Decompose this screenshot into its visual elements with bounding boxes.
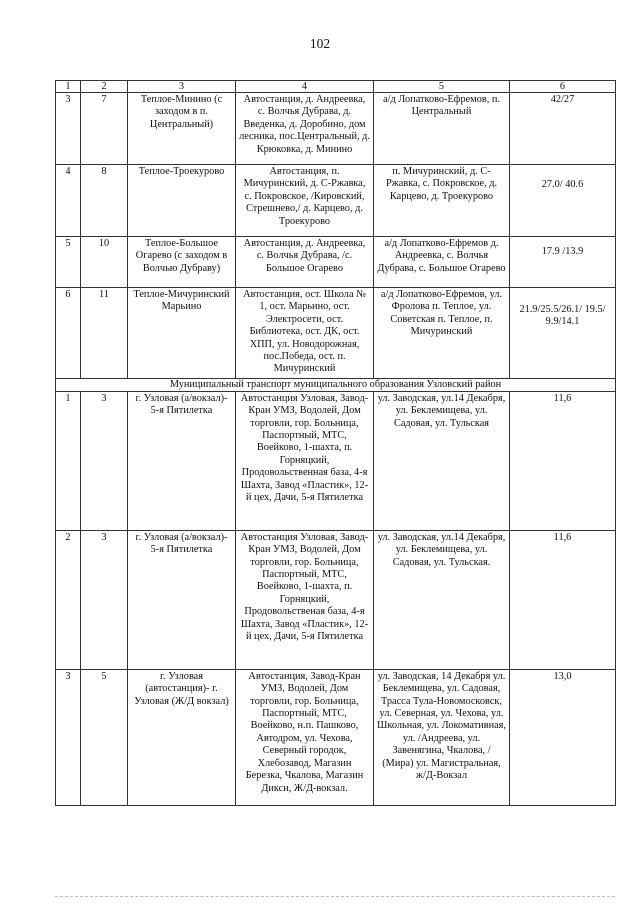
row-number: 5 — [56, 237, 81, 288]
header-cell: 1 — [56, 81, 81, 93]
route-name: Теплое-Мичуринский Марьино — [128, 288, 236, 379]
route-number: 5 — [81, 669, 128, 805]
page-number: 102 — [309, 36, 331, 51]
route-stops: Автостанция, п. Мичуринский, д. С-Ржавка, с. Покровское, /Кировский, Стрешнево,/ д. Карцево, д. Троекурово — [236, 165, 374, 237]
header-cell: 2 — [81, 81, 128, 93]
header-cell: 6 — [510, 81, 616, 93]
route-streets: п. Мичуринский, д. С-Ржавка, с. Покровское, д. Карцево, д. Троекурово — [374, 165, 510, 237]
row-number: 3 — [56, 93, 81, 165]
route-length: 42/27 — [510, 93, 616, 165]
route-number: 8 — [81, 165, 128, 237]
table-header-row — [56, 81, 616, 93]
route-stops: Автостанция Узловая, Завод-Кран УМЗ, Водолей, Дом торговли, гор. Больница, Паспортный, МТС, Воейково, 1-шахта, п. Горняцкий, Продовольственная база, 4-я Шахта, Завод «Пластик», 12-й цех, Дачи, 5-я Пятилетка — [236, 391, 374, 530]
route-streets: ул. Заводская, ул.14 Декабря, ул. Беклемищева, ул. Садовая, ул. Тульская — [374, 391, 510, 530]
route-streets: ул. Заводская, ул.14 Декабря, ул. Беклемищева, ул. Садовая, ул. Тульская. — [374, 530, 510, 669]
route-streets: а/д Лопатково-Ефремов, п. Центральный — [374, 93, 510, 165]
route-streets: а/д Лопатково-Ефремов д. Андреевка, с. Волчья Дубрава, с. Большое Огарево — [374, 237, 510, 288]
route-stops: Автостанция, д. Андреевка, с. Волчья Дубрава, /с. Большое Огарево — [236, 237, 374, 288]
route-name: г. Узловая (а/вокзал)- 5-я Пятилетка — [128, 391, 236, 530]
routes-table — [55, 80, 616, 806]
table-row — [56, 530, 616, 669]
table-row — [56, 165, 616, 237]
section-title: Муниципальный транспорт муниципального образования Узловский район — [56, 378, 616, 391]
route-streets: ул. Заводская, 14 Декабря ул. Беклемищева, ул. Садовая, Трасса Тула-Новомосковск, ул. Северная, ул. Чехова, ул. Школьная, ул. Локомативная, ул. /Андреева, ул. Завенягина, Чкалова, / (Мира) ул. Магистральная, ж/Д-Вокзал — [374, 669, 510, 805]
table-row — [56, 669, 616, 805]
route-length: 27.0/ 40.6 — [510, 165, 616, 237]
table-row — [56, 237, 616, 288]
route-stops: Автостанция, д. Андреевка, с. Волчья Дубрава, д. Введенка, д. Доробино, дом лесника, пос.Центральный, д. Крюковка, д. Минино — [236, 93, 374, 165]
route-length: 11,6 — [510, 530, 616, 669]
route-name: Теплое-Минино (с заходом в п. Центральный) — [128, 93, 236, 165]
header-cell: 5 — [374, 81, 510, 93]
table-row — [56, 93, 616, 165]
header-cell: 3 — [128, 81, 236, 93]
table-row — [56, 391, 616, 530]
route-name: Теплое-Большое Огарево (с заходом в Волчью Дубраву) — [128, 237, 236, 288]
route-stops: Автостанция, ост. Школа № 1, ост. Марьино, ост. Электросети, ост. Библиотека, ост. ДК, ост. ХПП, ул. Новодорожная, пос.Победа, ост. п. Мичуринский — [236, 288, 374, 379]
route-streets: а/д Лопатково-Ефремов, ул. Фролова п. Теплое, ул. Советская п. Теплое, п. Мичуринский — [374, 288, 510, 379]
route-length: 11,6 — [510, 391, 616, 530]
route-name: г. Узловая (а/вокзал)- 5-я Пятилетка — [128, 530, 236, 669]
route-number: 11 — [81, 288, 128, 379]
route-name: Теплое-Троекурово — [128, 165, 236, 237]
route-name: г. Узловая (автостанция)- г. Узловая (Ж/Д вокзал) — [128, 669, 236, 805]
row-number: 1 — [56, 391, 81, 530]
row-number: 2 — [56, 530, 81, 669]
row-number: 6 — [56, 288, 81, 379]
route-length: 13,0 — [510, 669, 616, 805]
route-number: 7 — [81, 93, 128, 165]
header-cell: 4 — [236, 81, 374, 93]
route-number: 3 — [81, 391, 128, 530]
row-number: 3 — [56, 669, 81, 805]
route-number: 3 — [81, 530, 128, 669]
route-stops: Автостанция, Завод-Кран УМЗ, Водолей, Дом торговли, гор. Больница, Паспортный, МТС, Воейково, н.п. Пашково, Автодром, ул. Чехова, Северный городок, Хлебозавод, Магазин Березка, Чкалова, Магазин Дикси, Ж/Д-вокзал. — [236, 669, 374, 805]
route-length: 21.9/25.5/26.1/ 19.5/ 9.9/14.1 — [510, 288, 616, 379]
route-stops: Автостанция Узловая, Завод-Кран УМЗ, Водолей, Дом торговли, гор. Больница, Паспортный, МТС, Воейково, 1-шахта, п. Горняцкий, Продовольственая база, 4-я Шахта, Завод «Пластик», 12-й цех, Дачи, 5-я Пятилетка — [236, 530, 374, 669]
row-number: 4 — [56, 165, 81, 237]
table-row — [56, 288, 616, 379]
section-row — [56, 378, 616, 391]
route-number: 10 — [81, 237, 128, 288]
page-bottom-divider — [55, 896, 615, 897]
route-length: 17.9 /13.9 — [510, 237, 616, 288]
